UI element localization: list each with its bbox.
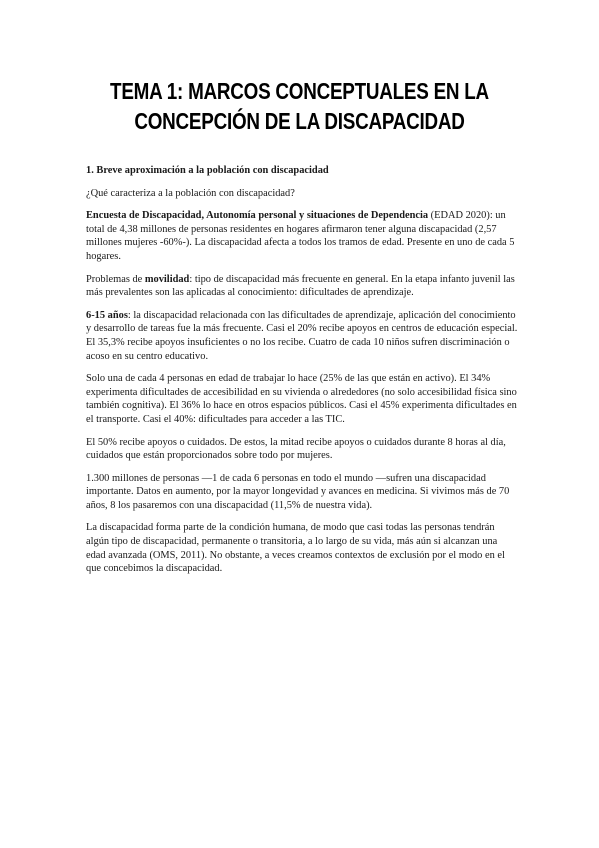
title-line-2: CONCEPCIÓN DE LA DISCAPACIDAD [134, 108, 465, 134]
paragraph-edad-bold: Encuesta de Discapacidad, Autonomía personal y situaciones de Dependencia [86, 210, 429, 222]
paragraph-6-15-bold: 6-15 años [86, 309, 128, 321]
paragraph-mundial: 1.300 millones de personas —1 de cada 6 personas en todo el mundo —sufren una discapacidad importante. Datos en aumento, por la mayor longevidad y avances en medicina. Si vivimos más de 70 años, 8 los pasaremos con una discapacidad (11,5% de nuestra vida). [86, 472, 510, 511]
paragraph-6-15 [86, 309, 518, 363]
paragraph-movilidad-pre: Problemas de [86, 273, 145, 285]
paragraph-movilidad [86, 273, 518, 300]
section-question: ¿Qué caracteriza a la población con discapacidad? [86, 187, 295, 199]
paragraph-movilidad-text: : tipo de discapacidad más frecuente en general. En la etapa infanto juvenil las más prevalentes son las aplicadas al conocimiento: dificultades de aprendizaje. [86, 273, 515, 299]
section-heading: 1. Breve aproximación a la población con discapacidad [86, 165, 329, 176]
paragraph-trabajo: Solo una de cada 4 personas en edad de trabajar lo hace (25% de las que están en activo). El 34% experimenta dificultades de accesibilidad en su vivienda o alrededores (no solo accesibilidad física sino también cognitiva). El 36% lo hace en otros espacios públicos. Casi el 45% experimenta dificultades en el transporte. Casi el 40%: dificultades para acceder a las TIC. [86, 373, 517, 425]
paragraph-6-15-text: : la discapacidad relacionada con las dificultades de aprendizaje, aplicación del conocimiento y desarrollo de tareas fue la más frecuente. Casi el 20% recibe apoyos en centros de educación especial. El 35,3% recibe apoyos insuficientes o no los recibe. Cuatro de cada 10 niños sufren discriminación o acoso en su centro educativo. [86, 309, 518, 362]
paragraph-edad-text: (EDAD 2020): un total de 4,38 millones de personas residentes en hogares afirmaron tener alguna discapacidad (2,57 millones mujeres -60%-). La discapacidad afecta a todos los tramos de edad. Presente en uno de cada 5 hogares. [86, 210, 515, 262]
page-title [103, 76, 496, 136]
title-line-1: TEMA 1: MARCOS CONCEPTUALES EN LA [110, 78, 489, 104]
paragraph-edad [86, 209, 518, 263]
paragraph-condicion-humana: La discapacidad forma parte de la condición humana, de modo que casi todas las personas tendrán algún tipo de discapacidad, permanente o transitoria, a lo largo de su vida, más aún si alcanzan una edad avanzada (OMS, 2011). No obstante, a veces creamos contextos de exclusión por el modo en el que concebimos la discapacidad. [86, 522, 505, 575]
document-body [86, 164, 518, 585]
paragraph-movilidad-bold: movilidad [144, 273, 190, 285]
paragraph-cuidados: El 50% recibe apoyos o cuidados. De estos, la mitad recibe apoyos o cuidados durante 8 horas al día, cuidados que están proporcionados sobre todo por mujeres. [86, 436, 506, 462]
